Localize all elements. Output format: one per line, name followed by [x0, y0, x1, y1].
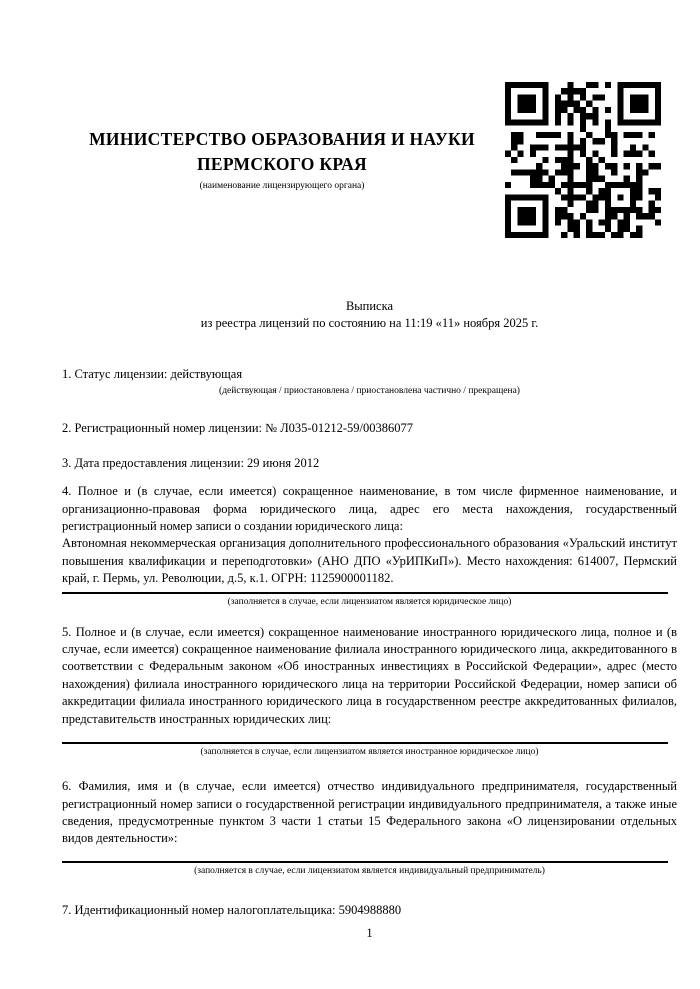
legal-entity-caption: (заполняется в случае, если лицензиатом является юридическое лицо)	[227, 596, 512, 607]
individual-entrepreneur-caption: (заполняется в случае, если лицензиатом является индивидуальный предприниматель)	[194, 865, 545, 876]
document-title	[62, 298, 677, 332]
fill-line	[62, 592, 668, 594]
fill-line	[62, 742, 668, 744]
qr-code-canvas	[505, 82, 661, 238]
foreign-entity-caption: (заполняется в случае, если лицензиатом является иностранное юридическое лицо)	[200, 747, 539, 758]
foreign-entity-text: 5. Полное и (в случае, если имеется) сокращенное наименование иностранного юридического лица, полное и (в случае, если имеется) сокращенное наименование филиала иностранного юридического лица, аккредитованного в соответствии с Федеральным законом «Об иностранных инвестициях в Российской Федерации», адрес (место нахождения) филиала иностранного юридического лица на территории Российской Федерации, номер записи об аккредитации филиала иностранного юридического лица в государственном реестре аккредитованных филиалов, представительств иностранных юридических лиц:	[62, 624, 677, 726]
item-registration-number	[62, 420, 677, 437]
issuing-authority-caption: (наименование лицензирующего органа)	[199, 181, 365, 191]
document-header	[62, 127, 502, 192]
document-body	[62, 366, 677, 919]
item-foreign-entity	[62, 624, 677, 759]
individual-entrepreneur-text: 6. Фамилия, имя и (в случае, если имеется) отчество индивидуального предпринимателя, государственный регистрационный номер записи о государственной регистрации индивидуального предпринимателя, а также иные сведения, предусмотренные пунктом 3 части 1 статьи 15 Федерального закона «О лицензировании отдельных видов деятельности»:	[62, 779, 677, 846]
document-title-line1: Выписка	[345, 299, 394, 313]
issuing-authority-name: МИНИСТЕРСТВО ОБРАЗОВАНИЯ И НАУКИ ПЕРМСКОГО КРАЯ	[89, 129, 475, 174]
item-individual-entrepreneur	[62, 778, 677, 878]
taxpayer-number-text: 7. Идентификационный номер налогоплательщика: 5904988880	[62, 902, 402, 917]
qr-code-icon	[505, 82, 661, 238]
item-taxpayer-number	[62, 902, 677, 919]
legal-entity-value: Автономная некоммерческая организация дополнительного профессионального образования «Уральский институт повышения квалификации и переподготовки» (АНО ДПО «УрИПКиП»). Место нахождения: 614007, Пермский край, г. Пермь, ул. Революции, д.5, к.1. ОГРН: 1125900001182.	[62, 536, 677, 586]
item-legal-entity	[62, 483, 677, 608]
page-number: 1	[366, 926, 373, 940]
legal-entity-text: 4. Полное и (в случае, если имеется) сокращенное наименование, в том числе фирменное наименование, и организационно-правовая форма юридического лица, адрес его места нахождения, государственный регистрационный номер записи о создании юридического лица:	[62, 484, 677, 534]
item-license-status	[62, 366, 677, 398]
license-status-caption: (действующая / приостановлена / приостановлена частично / прекращена)	[219, 386, 520, 397]
registration-number-text: 2. Регистрационный номер лицензии: № Л035-01212-59/00386077	[62, 421, 413, 436]
item-grant-date	[62, 455, 677, 472]
document-title-line2: из реестра лицензий по состоянию на 11:19 «11» ноября 2025 г.	[200, 316, 539, 330]
license-status-text: 1. Статус лицензии: действующая	[62, 367, 243, 381]
fill-line	[62, 861, 668, 863]
grant-date-text: 3. Дата предоставления лицензии: 29 июня 2012	[62, 455, 320, 470]
